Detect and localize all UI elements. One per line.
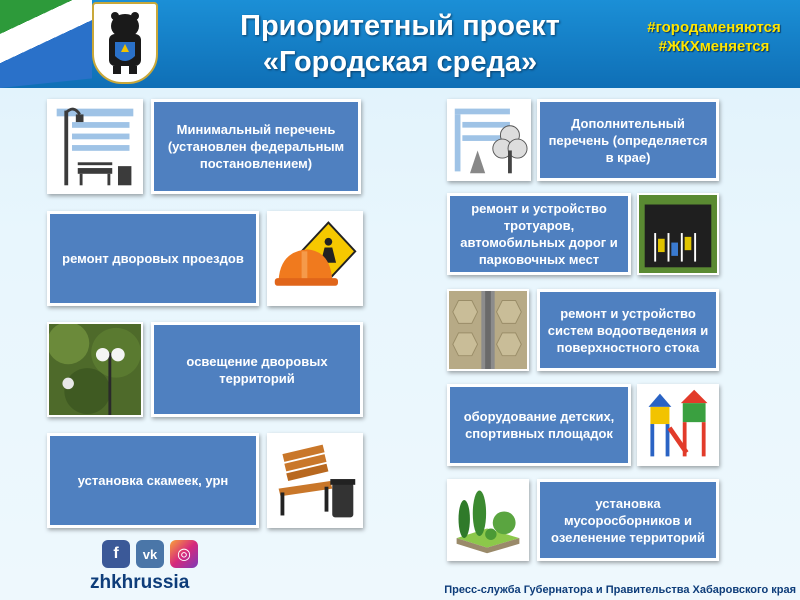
street-lamp-bench-picture — [47, 99, 143, 194]
hashtag-cities: #городаменяются — [647, 19, 781, 36]
park-lamps-picture — [47, 322, 143, 417]
social-icons — [102, 540, 198, 568]
card-yard-lighting: освещение дворовых территорий — [151, 322, 363, 417]
card-minimal-list: Минимальный перечень (установлен федеральным постановлением) — [151, 99, 361, 194]
road-works-picture — [267, 211, 363, 306]
hashtag-zhkh: #ЖКХменяется — [658, 38, 770, 55]
page-title — [175, 8, 625, 80]
greenery-picture — [447, 479, 529, 561]
drainage-tiles-picture — [447, 289, 529, 371]
card-bins-greening: установка мусоросборников и озеленение территорий — [537, 479, 719, 561]
card-yard-roads: ремонт дворовых проездов — [47, 211, 259, 306]
tree-list-picture — [447, 99, 531, 181]
card-benches-bins: установка скамеек, урн — [47, 433, 259, 528]
brand-handle: zhkhrussia — [90, 572, 190, 593]
press-service-credit: Пресс-служба Губернатора и Правительства Хабаровского края — [444, 584, 796, 596]
instagram-icon[interactable]: ◎ — [170, 540, 198, 568]
coat-of-arms-icon — [92, 2, 158, 84]
header-banner — [0, 0, 800, 88]
hashtags — [628, 18, 800, 56]
card-roads-sidewalks: ремонт и устройство тротуаров, автомобильных дорог и парковочных мест — [447, 193, 631, 275]
card-drainage-systems: ремонт и устройство систем водоотведения и поверхностного стока — [537, 289, 719, 371]
vk-icon[interactable]: vk — [136, 540, 164, 568]
card-playgrounds: оборудование детских, спортивных площадок — [447, 384, 631, 466]
playground-picture — [637, 384, 719, 466]
bench-bin-picture — [267, 433, 363, 528]
parking-lot-picture — [637, 193, 719, 275]
title-line-1: Приоритетный проект — [240, 10, 560, 42]
card-additional-list: Дополнительный перечень (определяется в крае) — [537, 99, 719, 181]
region-flag — [0, 0, 92, 88]
facebook-icon[interactable]: f — [102, 540, 130, 568]
title-line-2: «Городская среда» — [262, 46, 538, 78]
